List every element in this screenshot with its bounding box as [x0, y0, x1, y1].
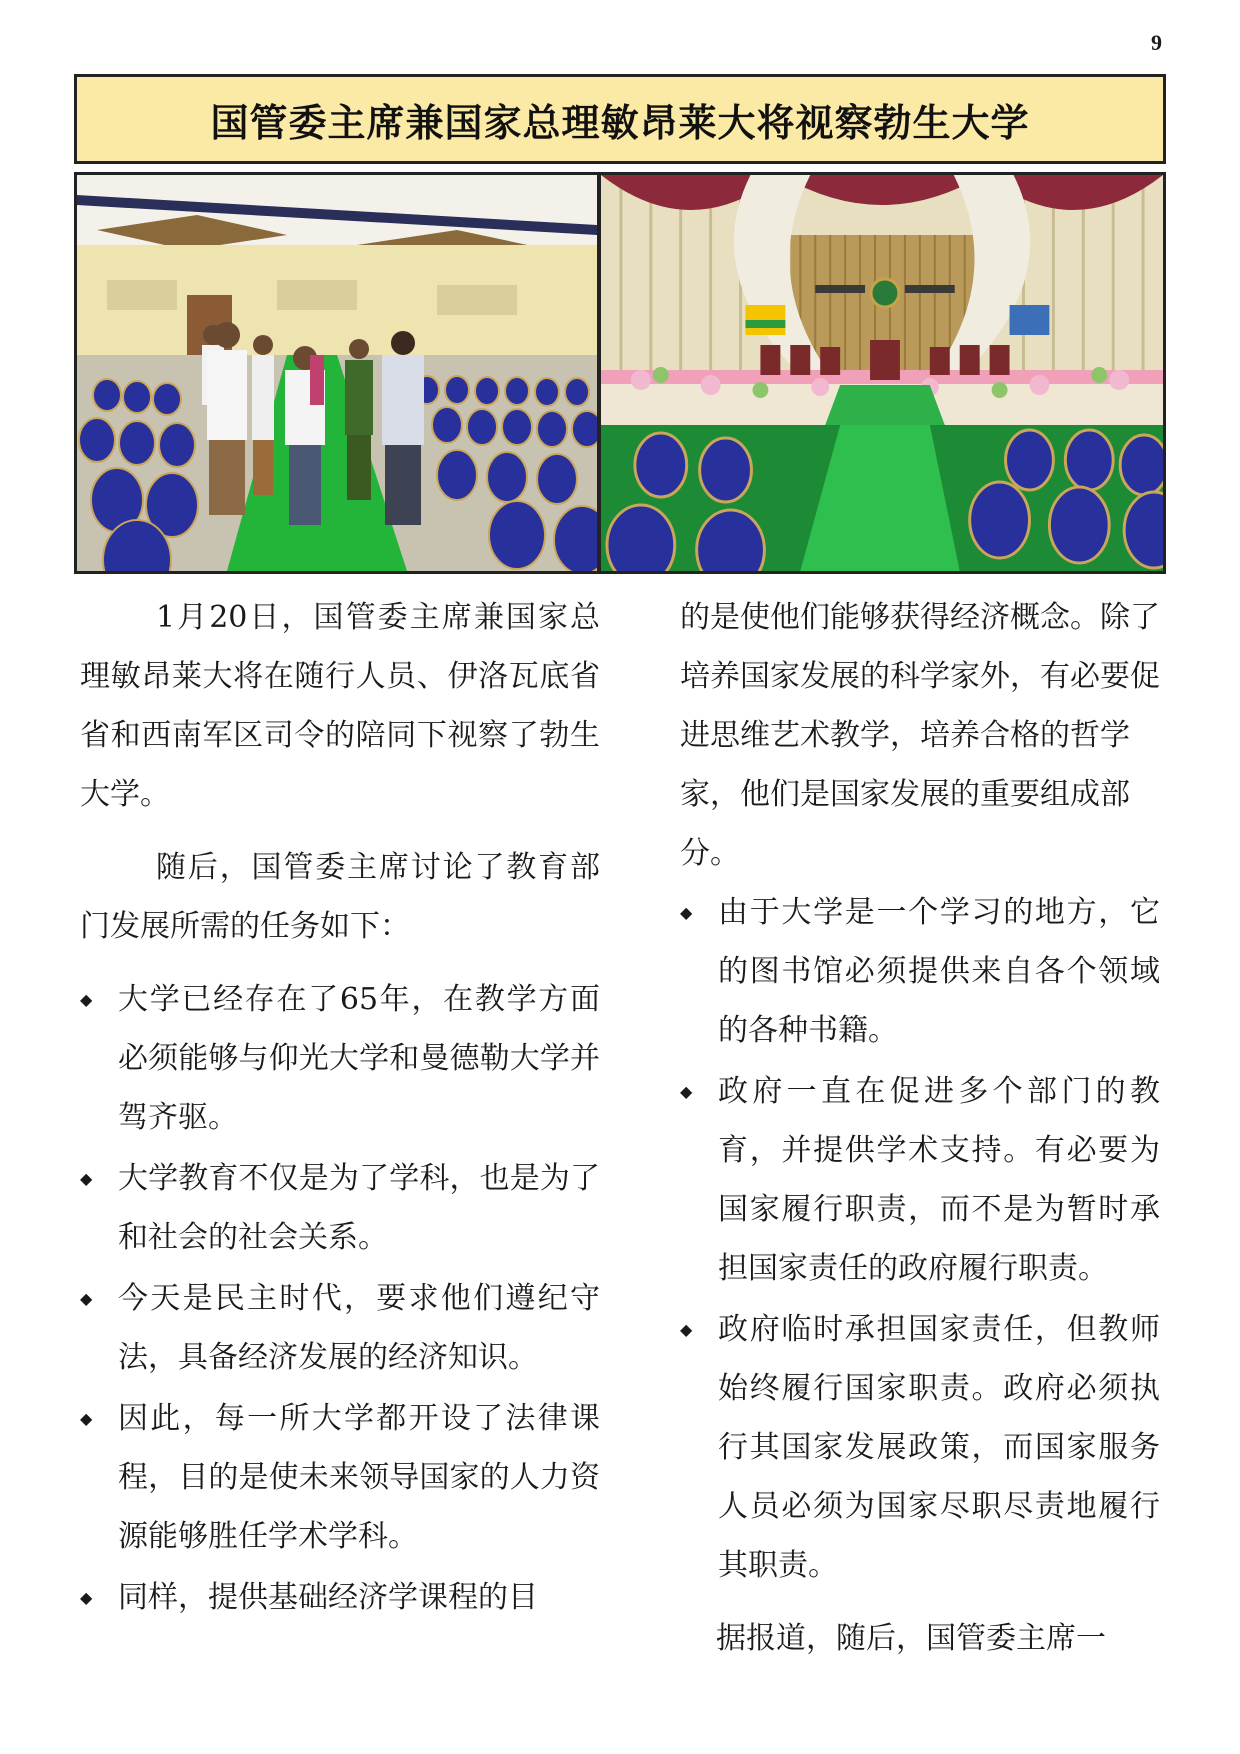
- task-text: 政府一直在促进多个部门的教育，并提供学术支持。有必要为国家履行职责，而不是为暂时承担国家责任的政府履行职责。: [718, 1074, 1160, 1286]
- diamond-bullet-icon: ◆: [680, 1320, 693, 1339]
- task-item: [680, 1062, 1160, 1298]
- headline: 国管委主席兼国家总理敏昂莱大将视察勃生大学: [210, 100, 1030, 145]
- task-text: 大学教育不仅是为了学科，也是为了和社会的社会关系。: [118, 1161, 600, 1255]
- task-text: 由于大学是一个学习的地方，它的图书馆必须提供来自各个领域的各种书籍。: [718, 895, 1160, 1048]
- diamond-bullet-icon: ◆: [80, 1289, 93, 1308]
- diamond-bullet-icon: ◆: [80, 1409, 93, 1428]
- task-text: 今天是民主时代，要求他们遵纪守法，具备经济发展的经济知识。: [118, 1281, 600, 1375]
- diamond-bullet-icon: ◆: [80, 1169, 93, 1188]
- task-item: [80, 1389, 600, 1566]
- task-text: 同样，提供基础经济学课程的目: [118, 1580, 538, 1615]
- photo-stage: [601, 175, 1163, 571]
- diamond-bullet-icon: ◆: [680, 903, 693, 922]
- diamond-bullet-icon: ◆: [80, 1588, 93, 1607]
- closing-paragraph: 据报道，随后，国管委主席一: [716, 1621, 1106, 1656]
- task-item: [80, 1568, 600, 1627]
- task-list-left: [80, 970, 600, 1627]
- task-text: 因此，每一所大学都开设了法律课程，目的是使未来领导国家的人力资源能够胜任学术学科。: [118, 1401, 600, 1554]
- headline-box: [74, 74, 1166, 164]
- task-list-right: [680, 883, 1160, 1595]
- article-column-right: [680, 588, 1160, 1668]
- task-text: 政府临时承担国家责任，但教师始终履行国家职责。政府必须执行其国家发展政策，而国家服务人员必须为国家尽职尽责地履行其职责。: [718, 1312, 1160, 1583]
- task-text: 大学已经存在了65年，在教学方面必须能够与仰光大学和曼德勒大学并驾齐驱。: [118, 982, 600, 1135]
- page-number: 9: [1151, 30, 1162, 55]
- diamond-bullet-icon: ◆: [680, 1082, 693, 1101]
- task-item: [80, 1269, 600, 1387]
- task-item: [80, 1149, 600, 1267]
- intro-paragraph: 1月20日，国管委主席兼国家总理敏昂莱大将在随行人员、伊洛瓦底省省和西南军区司令的陪同下视察了勃生大学。: [80, 600, 600, 812]
- photo-hall-inspection: [77, 175, 597, 571]
- article-column-left: [80, 588, 600, 1629]
- task-item: [80, 970, 600, 1147]
- diamond-bullet-icon: ◆: [80, 990, 93, 1009]
- task-item: [680, 883, 1160, 1060]
- continued-text: 的是使他们能够获得经济概念。除了培养国家发展的科学家外，有必要促进思维艺术教学，培养合格的哲学家，他们是国家发展的重要组成部分。: [680, 600, 1160, 871]
- photo-strip: [74, 172, 1166, 574]
- tasks-lead-paragraph: 随后，国管委主席讨论了教育部门发展所需的任务如下：: [80, 850, 600, 944]
- task-item: [680, 1300, 1160, 1595]
